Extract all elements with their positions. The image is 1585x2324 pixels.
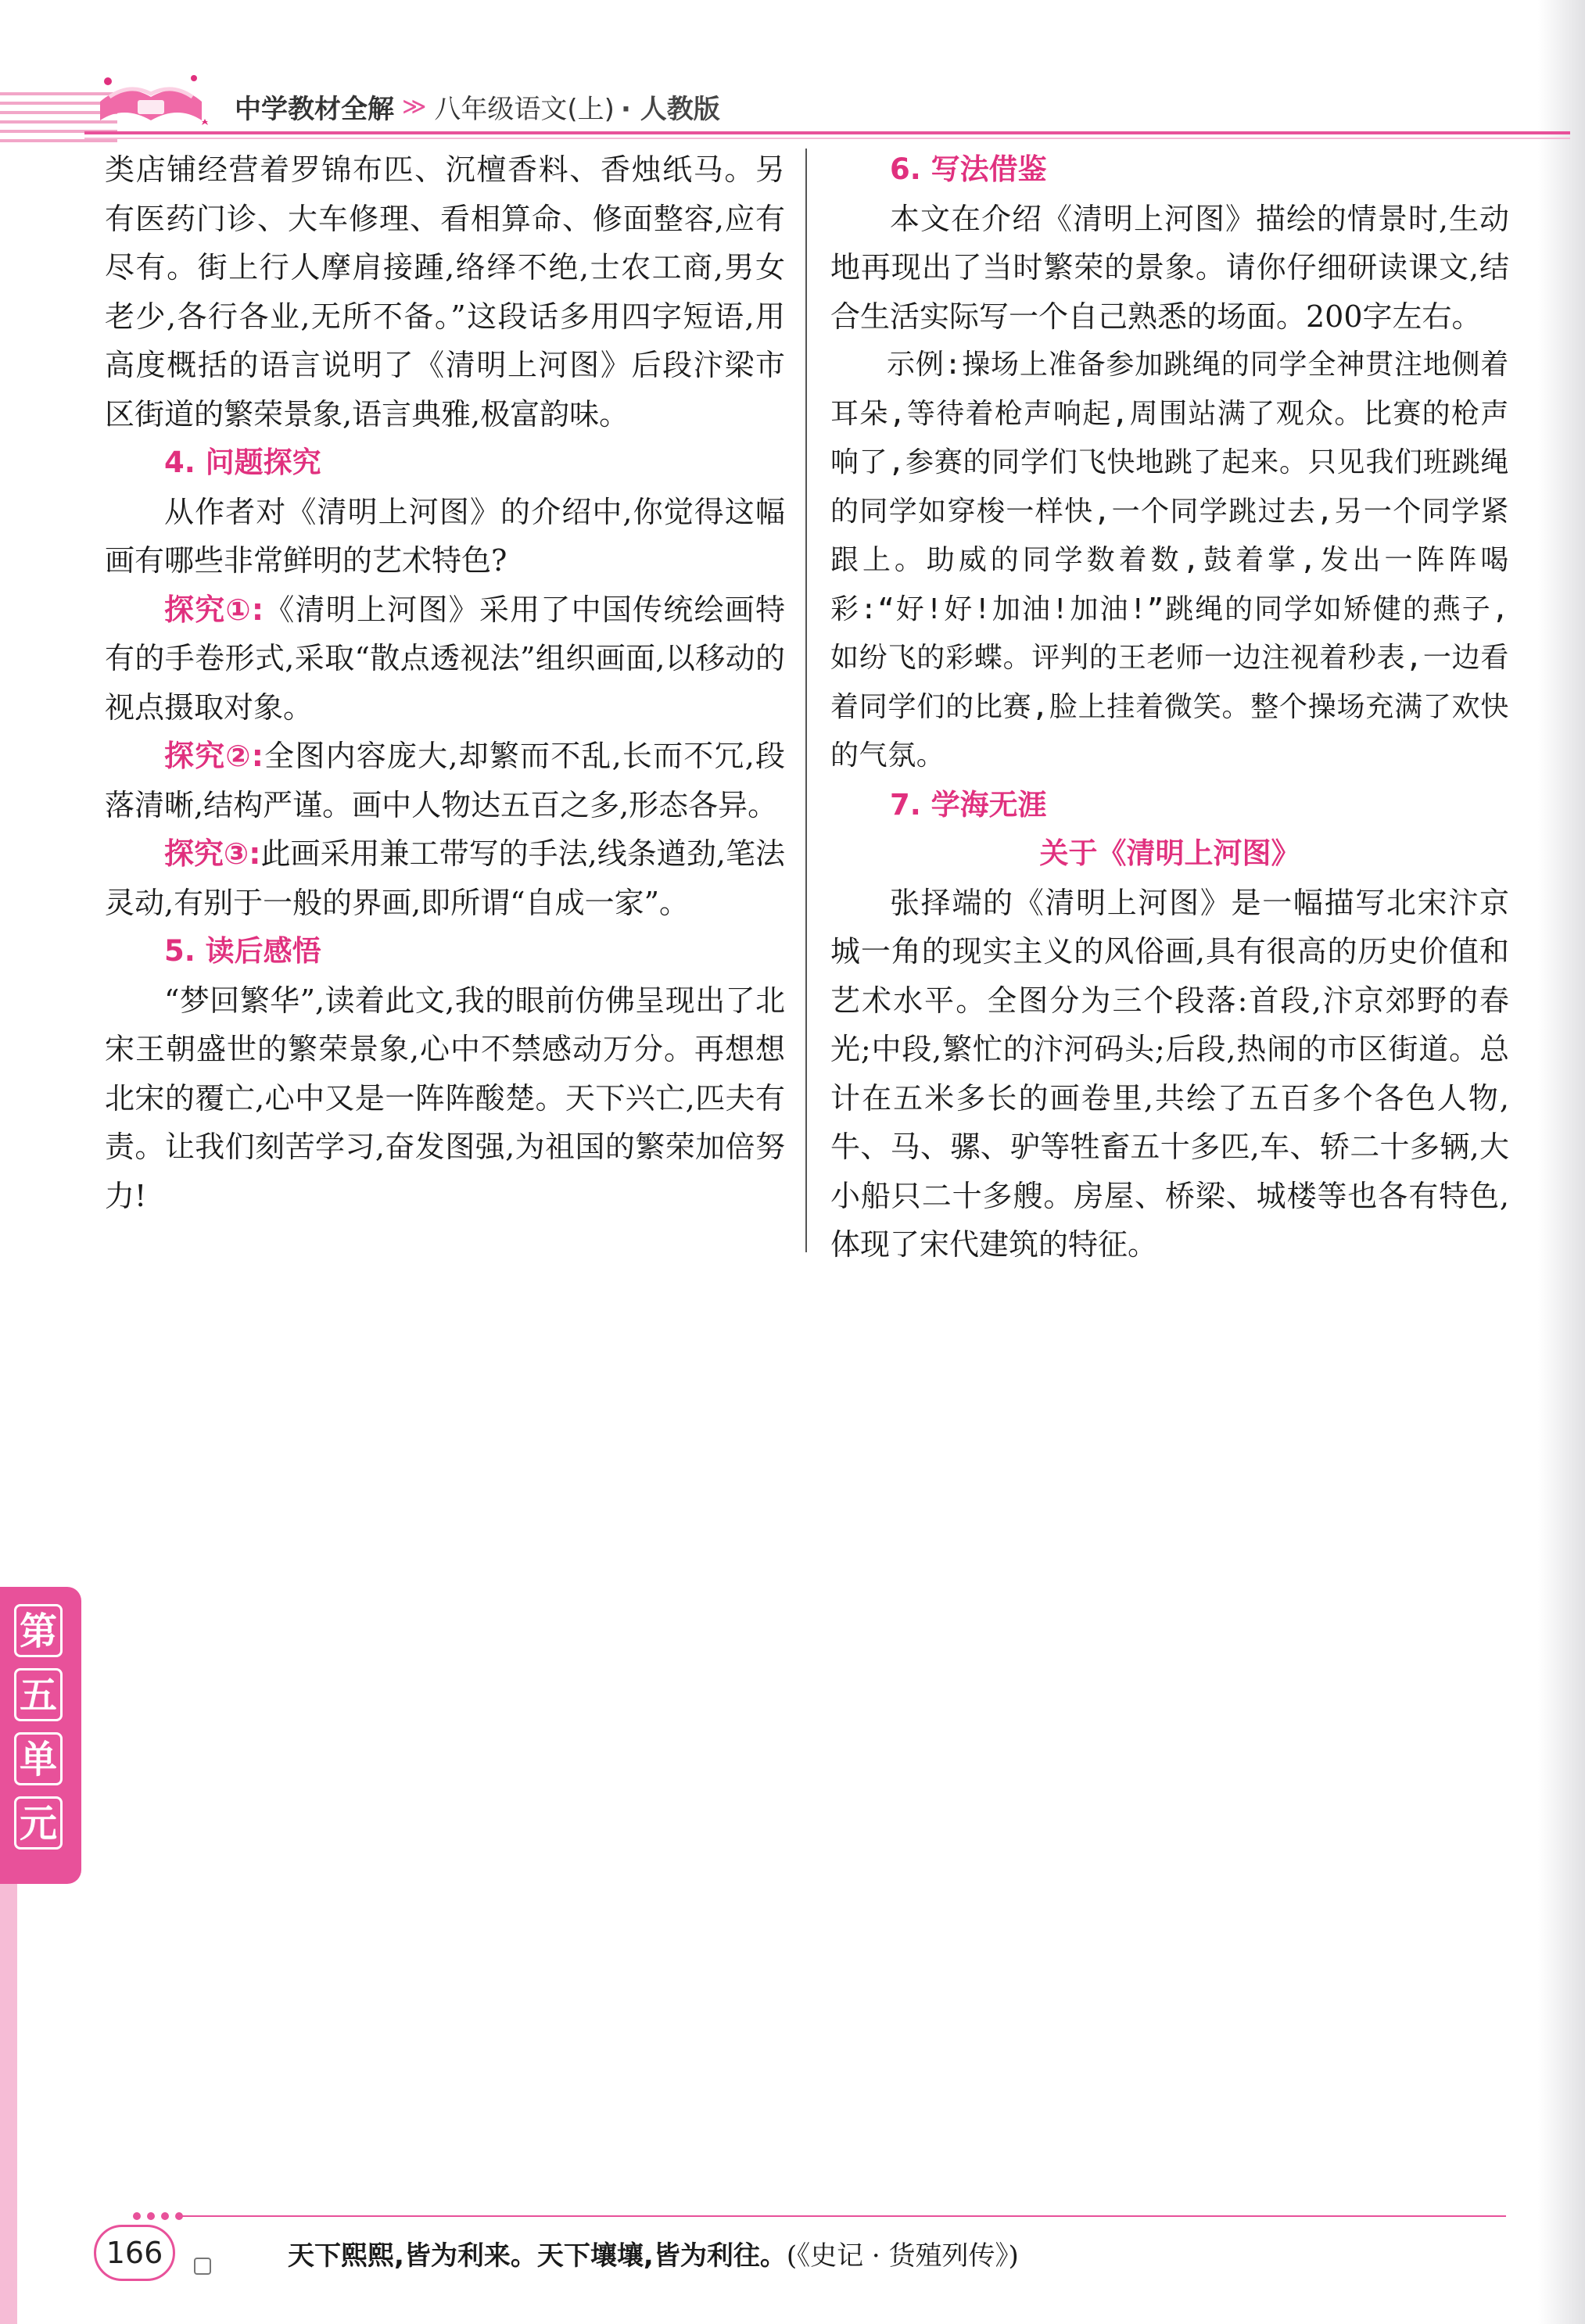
section-7-title: 关于《清明上河图》 (1039, 836, 1300, 870)
section-6-prompt: 本文在介绍《清明上河图》描绘的情景时,生动地再现出了当时繁荣的景象。请你仔细研读课文,结合生活实际写一个自己熟悉的场面。200字左右。 (830, 201, 1509, 334)
explore-label-3: 探究③: (164, 836, 261, 871)
column-divider (805, 149, 807, 1252)
book-title: 中学教材全解 (235, 93, 394, 125)
section-6-example: 示例:操场上准备参加跳绳的同学全神贯注地侧着耳朵,等待着枪声响起,周围站满了观众。比赛的枪声响了,参赛的同学们飞快地跳了起来。只见我们班跳绳的同学如穿梭一样快,一个同学跳过去,另一个同学紧跟上。助威的同学数着数,鼓着掌,发出一阵阵喝彩:“好!好!加油!加油!”跳绳的同学如矫健的燕子,如纷飞的彩蝶。评判的王老师一边注视着秒表,一边看着同学们的比赛,脸上挂着微笑。整个操场充满了欢快的气氛。 (830, 349, 1509, 772)
checkbox-square-icon (194, 2258, 211, 2275)
section-7-text: 张择端的《清明上河图》是一幅描写北宋汴京城一角的现实主义的风俗画,具有很高的历史价值和艺术水平。全图分为三个段落:首段,汴京郊野的春光;中段,繁忙的汴河码头;后段,热闹的市区街道。总计在五米多长的画卷里,共绘了五百多个各色人物,牛、马、骡、驴等牲畜五十多匹,车、轿二十多辆,大小船只二十多艘。房屋、桥梁、城楼等也各有特色,体现了宋代建筑的特征。 (830, 885, 1509, 1262)
book-subtitle: 八年级语文(上) (434, 93, 615, 125)
footer-quote-source: (《史记 · 货殖列传》) (786, 2240, 1019, 2272)
header-rule (84, 131, 1570, 134)
section-4-question: 从作者对《清明上河图》的介绍中,你觉得这幅画有哪些非常鲜明的艺术特色? (105, 494, 785, 578)
section-5-text: “梦回繁华”,读着此文,我的眼前仿佛呈现出了北宋王朝盛世的繁荣景象,心中不禁感动万分。再想想北宋的覆亡,心中又是一阵阵酸楚。天下兴亡,匹夫有责。让我们刻苦学习,奋发图强,为祖国的繁荣加倍努力! (105, 983, 785, 1213)
unit-char: 元 (14, 1796, 63, 1850)
explore-text-2: 全图内容庞大,却繁而不乱,长而不冗,段落清晰,结构严谨。画中人物达五百之多,形态各异。 (105, 739, 785, 822)
page-number: 166 (94, 2225, 175, 2281)
footer-quote-text: 天下熙熙,皆为利来。天下壤壤,皆为利往。 (288, 2240, 787, 2272)
explore-item-2 (105, 732, 785, 829)
unit-side-label (14, 1604, 66, 1850)
continuation-paragraph: 类店铺经营着罗锦布匹、沉檀香料、香烛纸马。另有医药门诊、大车修理、看相算命、修面整容,应有尽有。街上行人摩肩接踵,络绎不绝,士农工商,男女老少,各行各业,无所不备。”这段话多用四字短语,用高度概括的语言说明了《清明上河图》后段汴梁市区街道的繁荣景象,语言典雅,极富韵味。 (105, 152, 785, 431)
footer-quote (288, 2233, 1019, 2279)
section-heading-4: 4. 问题探究 (164, 446, 321, 479)
unit-char: 五 (14, 1668, 63, 1721)
section-heading-6: 6. 写法借鉴 (890, 152, 1047, 186)
explore-text-3: 此画采用兼工带写的手法,线条遒劲,笔法灵动,有别于一般的界画,即所谓“自成一家”。 (105, 836, 785, 920)
footer-dots (133, 2212, 183, 2220)
left-column (105, 145, 785, 1220)
explore-item-1 (105, 585, 785, 732)
footer-rule (177, 2215, 1506, 2217)
side-strip (0, 1884, 17, 2324)
unit-char: 单 (14, 1732, 63, 1785)
right-column (830, 145, 1509, 1269)
header-arrow: ≫ (402, 92, 427, 120)
book-edition: · 人教版 (620, 93, 720, 125)
header-rule-thin (84, 138, 1570, 139)
explore-label-2: 探究②: (164, 739, 264, 773)
explore-label-1: 探究①: (164, 592, 264, 627)
header-title (235, 84, 720, 128)
open-book-logo-icon (92, 66, 210, 130)
section-heading-5: 5. 读后感悟 (164, 934, 321, 968)
page-header (0, 0, 1585, 156)
page-edge-shade (1538, 0, 1585, 2324)
unit-char: 第 (14, 1604, 63, 1657)
explore-text-1: 《清明上河图》采用了中国传统绘画特有的手卷形式,采取“散点透视法”组织画面,以移动的视点摄取对象。 (105, 592, 785, 725)
section-heading-7: 7. 学海无涯 (890, 787, 1047, 822)
explore-item-3 (105, 829, 785, 927)
